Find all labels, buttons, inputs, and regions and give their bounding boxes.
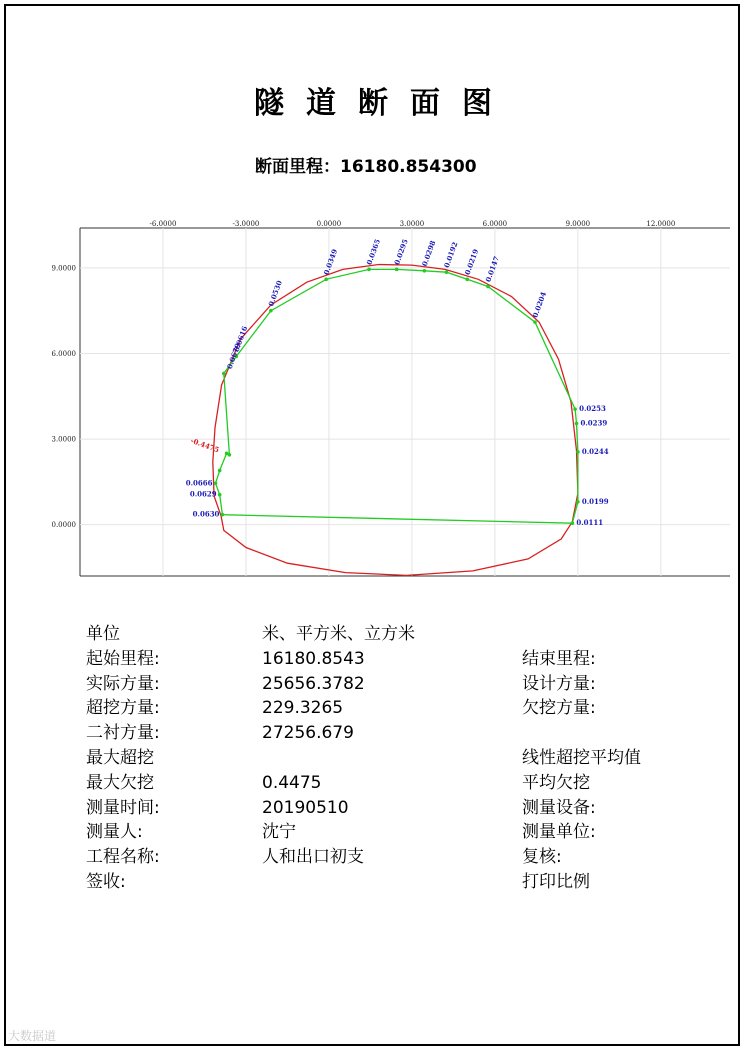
deviation-label: 0.0244 bbox=[581, 446, 609, 456]
deviation-label: 0.0204 bbox=[530, 290, 549, 319]
y-tick-label: 0.0000 bbox=[51, 521, 76, 530]
x-tick-label: 0.0000 bbox=[316, 220, 342, 228]
info-label: 工程名称: bbox=[86, 847, 160, 868]
x-tick-label: 9.0000 bbox=[565, 220, 591, 228]
info-row bbox=[86, 696, 686, 721]
measured-point bbox=[486, 285, 490, 289]
info-label-right: 测量设备: bbox=[522, 797, 596, 818]
measured-point bbox=[367, 268, 371, 272]
info-row bbox=[86, 647, 686, 672]
info-row bbox=[86, 870, 686, 895]
measured-point bbox=[221, 513, 225, 517]
measured-point bbox=[218, 469, 222, 473]
info-value: 沈宁 bbox=[262, 822, 296, 843]
info-value: 27256.679 bbox=[262, 723, 354, 744]
x-tick-label: 3.0000 bbox=[399, 220, 425, 228]
info-value: 16180.8543 bbox=[262, 648, 365, 669]
info-value: 人和出口初支 bbox=[262, 847, 364, 868]
info-row bbox=[86, 721, 686, 746]
info-label: 二衬方量: bbox=[86, 723, 160, 744]
info-row bbox=[86, 845, 686, 870]
info-value: 25656.3782 bbox=[262, 673, 365, 694]
info-label: 最大欠挖 bbox=[86, 772, 154, 793]
info-label-right: 欠挖方量: bbox=[522, 698, 596, 719]
measured-point bbox=[228, 453, 232, 457]
info-row bbox=[86, 771, 686, 796]
info-label: 起始里程: bbox=[86, 648, 160, 669]
info-label-right: 复核: bbox=[522, 847, 562, 868]
measured-point bbox=[571, 521, 575, 525]
deviation-label: 0.0147 bbox=[483, 254, 502, 284]
measured-point bbox=[222, 372, 226, 376]
measured-point bbox=[576, 450, 580, 454]
deviation-label: 0.0111 bbox=[576, 518, 604, 528]
deviation-label: 0.0616 bbox=[231, 324, 250, 354]
info-label-right: 平均欠挖 bbox=[522, 772, 590, 793]
x-tick-label: -3.0000 bbox=[232, 220, 260, 228]
deviation-label: 0.0239 bbox=[580, 418, 608, 428]
info-value: 0.4475 bbox=[262, 772, 322, 793]
info-label-right: 线性超挖平均值 bbox=[522, 747, 641, 768]
measured-point bbox=[214, 481, 218, 485]
measured-point bbox=[218, 493, 222, 497]
deviation-label: -0.4475 bbox=[189, 435, 221, 455]
x-tick-label: 6.0000 bbox=[482, 220, 508, 228]
page-title: 隧道断面图 bbox=[254, 86, 514, 121]
info-label: 签收: bbox=[86, 871, 126, 892]
measured-point bbox=[324, 278, 328, 282]
deviation-label: 0.0295 bbox=[392, 237, 410, 267]
deviation-label: 0.0253 bbox=[579, 404, 606, 414]
info-row bbox=[86, 622, 686, 647]
deviation-label: 0.0199 bbox=[581, 496, 609, 506]
deviation-label: 0.0530 bbox=[266, 279, 284, 308]
deviation-label: 0.0666 bbox=[185, 478, 213, 488]
deviation-label: 0.0679 bbox=[224, 341, 243, 371]
info-row bbox=[86, 796, 686, 821]
measured-point bbox=[465, 278, 469, 282]
info-label: 单位 bbox=[86, 624, 120, 644]
info-table bbox=[86, 622, 686, 895]
info-value: 20190510 bbox=[262, 797, 349, 818]
info-row bbox=[86, 746, 686, 771]
info-row bbox=[86, 820, 686, 845]
info-label: 测量时间: bbox=[86, 797, 160, 818]
plot-area bbox=[80, 228, 730, 576]
info-label-right: 设计方量: bbox=[522, 673, 596, 694]
deviation-label: 0.0630 bbox=[192, 509, 220, 519]
measured-point bbox=[395, 268, 399, 272]
deviation-label: 0.0365 bbox=[364, 237, 383, 267]
info-row bbox=[86, 672, 686, 697]
measured-point bbox=[575, 422, 579, 426]
info-label-right: 打印比例 bbox=[522, 871, 590, 892]
y-tick-label: 6.0000 bbox=[51, 350, 76, 359]
deviation-label: 0.0192 bbox=[441, 240, 460, 269]
watermark-logo: 大数据道 bbox=[8, 1029, 57, 1043]
info-label: 实际方量: bbox=[86, 673, 160, 694]
chart-svg bbox=[40, 218, 730, 588]
deviation-label: 0.0298 bbox=[419, 239, 438, 268]
info-label: 测量人: bbox=[86, 822, 143, 843]
measured-point bbox=[533, 320, 537, 324]
deviation-label: 0.0629 bbox=[189, 489, 217, 499]
measured-point bbox=[576, 500, 580, 504]
tunnel-section-chart bbox=[40, 218, 730, 588]
measured-point bbox=[423, 269, 427, 273]
y-tick-label: 9.0000 bbox=[51, 264, 76, 273]
measured-point bbox=[445, 270, 449, 274]
measured-point bbox=[269, 309, 273, 313]
x-tick-label: 12.0000 bbox=[646, 220, 676, 228]
section-mileage: 断面里程：16180.854300 bbox=[255, 157, 477, 177]
info-label-right: 结束里程: bbox=[522, 648, 596, 669]
y-tick-label: 3.0000 bbox=[51, 435, 76, 444]
deviation-label: 0.0349 bbox=[321, 247, 340, 277]
x-tick-label: -6.0000 bbox=[149, 220, 177, 228]
info-label-right: 测量单位: bbox=[522, 822, 596, 843]
info-label: 超挖方量: bbox=[86, 698, 160, 719]
deviation-label: 0.0219 bbox=[462, 247, 481, 277]
measured-point bbox=[573, 407, 577, 411]
info-value: 229.3265 bbox=[262, 698, 344, 719]
info-value: 米、平方米、立方米 bbox=[262, 624, 415, 644]
info-label: 最大超挖 bbox=[86, 747, 154, 768]
